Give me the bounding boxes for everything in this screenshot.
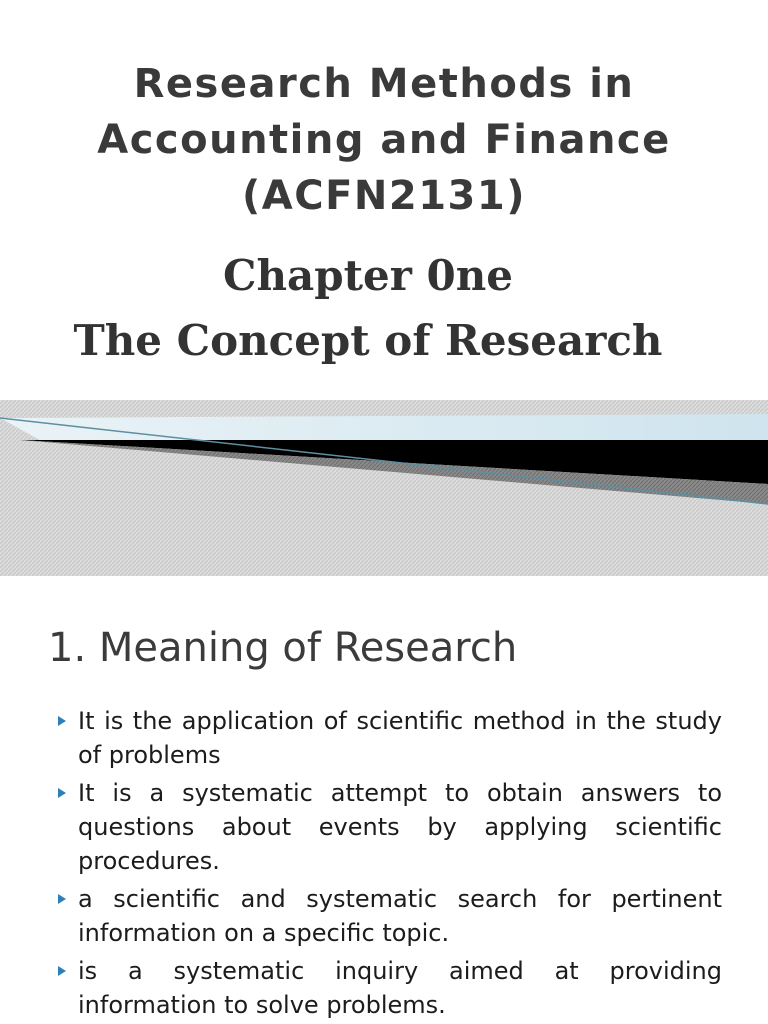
list-item	[56, 954, 722, 1022]
bullet-text: It is the application of scientific method in the study of problems	[78, 707, 722, 769]
list-item	[56, 882, 722, 950]
bullet-list	[56, 704, 722, 1024]
content-slide	[0, 576, 768, 1024]
title-line: (ACFN2131)	[241, 173, 526, 219]
triangle-bullet-icon	[58, 716, 66, 726]
bullet-text: a scientific and systematic search for pertinent information on a specific topic.	[78, 885, 722, 947]
triangle-bullet-icon	[58, 894, 66, 904]
title-line: Accounting and Finance	[97, 117, 671, 163]
list-item	[56, 704, 722, 772]
decorative-band	[0, 400, 768, 576]
band-blue-wedge	[0, 414, 768, 440]
chapter-title: The Concept of Research	[73, 316, 663, 365]
slide-heading: 1. Meaning of Research	[48, 625, 518, 671]
bullet-text: It is a systematic attempt to obtain answers to questions about events by applying scientific procedures.	[78, 779, 722, 875]
triangle-bullet-icon	[58, 966, 66, 976]
triangle-bullet-icon	[58, 788, 66, 798]
bullet-text: is a systematic inquiry aimed at providing information to solve problems.	[78, 957, 722, 1019]
slide-title	[0, 56, 768, 224]
chapter-label: Chapter 0ne	[223, 251, 513, 300]
title-line: Research Methods in	[133, 61, 635, 107]
list-item	[56, 776, 722, 878]
